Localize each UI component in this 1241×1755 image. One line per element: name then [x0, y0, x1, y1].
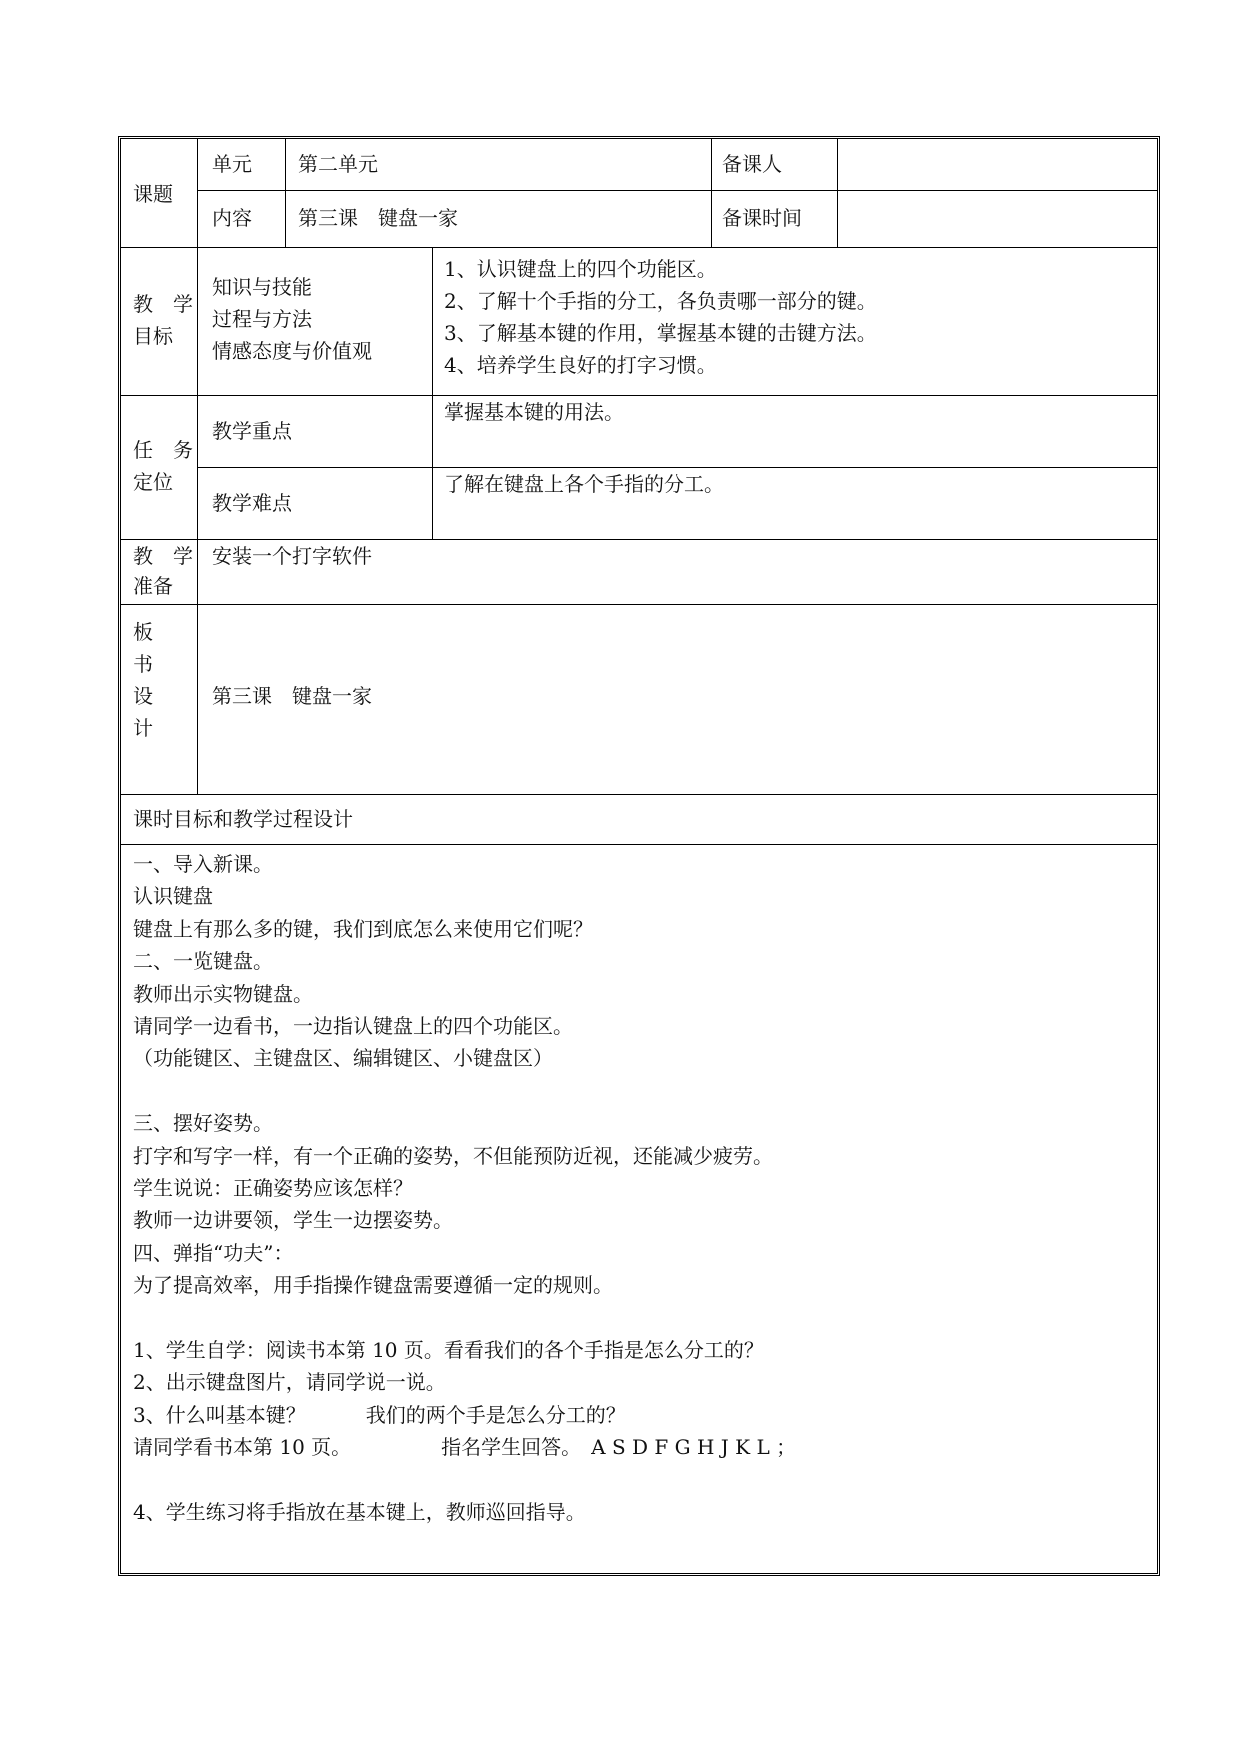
blank-line	[133, 1463, 1143, 1495]
process-line: 三、摆好姿势。	[133, 1111, 273, 1136]
difficulty-value: 了解在键盘上各个手指的分工。	[444, 472, 724, 496]
process-line: 教师一边讲要领，学生一边摆姿势。	[133, 1208, 453, 1233]
process-line: （功能键区、主键盘区、编辑键区、小键盘区）	[133, 1046, 553, 1071]
row-divider	[121, 247, 1157, 248]
row-divider	[197, 190, 1157, 191]
board-label-char: 板	[133, 620, 153, 644]
prep-time-label: 备课时间	[722, 206, 802, 230]
process-line: 一、导入新课。	[133, 852, 273, 876]
content-value: 第三课 键盘一家	[298, 206, 458, 230]
focus-value: 掌握基本键的用法。	[444, 400, 624, 424]
process-line: 4、学生练习将手指放在基本键上，教师巡回指导。	[133, 1499, 586, 1524]
objective-item: 2、了解十个手指的分工，各负责哪一部分的键。	[444, 289, 877, 313]
content-label: 内容	[212, 206, 252, 230]
objective-item: 3、了解基本键的作用，掌握基本键的击键方法。	[444, 321, 877, 345]
process-line: 二、一览键盘。	[133, 949, 273, 974]
prep-value: 安装一个打字软件	[212, 544, 372, 568]
blank-line	[133, 1075, 1143, 1107]
process-line: 2、出示键盘图片，请同学说一说。	[133, 1370, 446, 1395]
process-line: 打字和写字一样，有一个正确的姿势，不但能预防近视，还能减少疲劳。	[133, 1143, 773, 1168]
col-divider	[432, 247, 433, 539]
process-line: 四、弹指“功夫”：	[133, 1240, 294, 1265]
board-label-char: 计	[133, 716, 153, 740]
process-body	[133, 848, 1143, 1528]
col-divider	[837, 139, 838, 247]
prep-label-line1: 教 学	[133, 544, 193, 568]
process-line: 键盘上有那么多的键，我们到底怎么来使用它们呢？	[133, 916, 593, 941]
objectives-label-line1: 教 学	[133, 292, 193, 316]
process-line: 3、什么叫基本键？ 我们的两个手是怎么分工的？	[133, 1402, 626, 1427]
blank-line	[133, 1301, 1143, 1333]
row-divider	[121, 604, 1157, 605]
unit-label: 单元	[212, 152, 252, 176]
focus-label: 教学重点	[212, 419, 292, 443]
objectives-label-line2: 目标	[133, 324, 173, 348]
objective-dimension: 过程与方法	[212, 307, 312, 331]
col-divider	[197, 139, 198, 794]
row-divider	[121, 844, 1157, 845]
board-value: 第三课 键盘一家	[212, 684, 372, 708]
task-label-line2: 定位	[133, 470, 173, 494]
row-divider	[121, 539, 1157, 540]
objective-dimension: 知识与技能	[212, 275, 312, 299]
row-divider	[121, 794, 1157, 795]
col-divider	[285, 139, 286, 247]
objective-item: 4、培养学生良好的打字习惯。	[444, 353, 717, 377]
board-label-char: 书	[133, 652, 153, 676]
topic-label: 课题	[133, 182, 173, 206]
process-line: 为了提高效率，用手指操作键盘需要遵循一定的规则。	[133, 1273, 613, 1298]
row-divider	[197, 467, 1157, 468]
process-line: 请同学一边看书，一边指认键盘上的四个功能区。	[133, 1013, 573, 1038]
difficulty-label: 教学难点	[212, 491, 292, 515]
process-line: 1、学生自学：阅读书本第 10 页。看看我们的各个手指是怎么分工的？	[133, 1337, 764, 1362]
board-label-char: 设	[133, 684, 153, 708]
process-title: 课时目标和教学过程设计	[133, 807, 353, 831]
lesson-plan-table	[118, 136, 1160, 1576]
prep-label-line2: 准备	[133, 574, 173, 598]
process-line: 教师出示实物键盘。	[133, 981, 313, 1006]
process-line: 认识键盘	[133, 884, 213, 909]
col-divider	[711, 139, 712, 247]
objective-item: 1、认识键盘上的四个功能区。	[444, 257, 717, 281]
task-label-line1: 任 务	[133, 438, 193, 462]
row-divider	[121, 395, 1157, 396]
objective-dimension: 情感态度与价值观	[212, 339, 372, 363]
unit-value: 第二单元	[298, 152, 378, 176]
preparer-label: 备课人	[722, 152, 782, 176]
process-line: 学生说说：正确姿势应该怎样？	[133, 1175, 413, 1200]
process-line: 请同学看书本第 10 页。 指名学生回答。 A S D F G H J K L ；	[133, 1435, 797, 1460]
